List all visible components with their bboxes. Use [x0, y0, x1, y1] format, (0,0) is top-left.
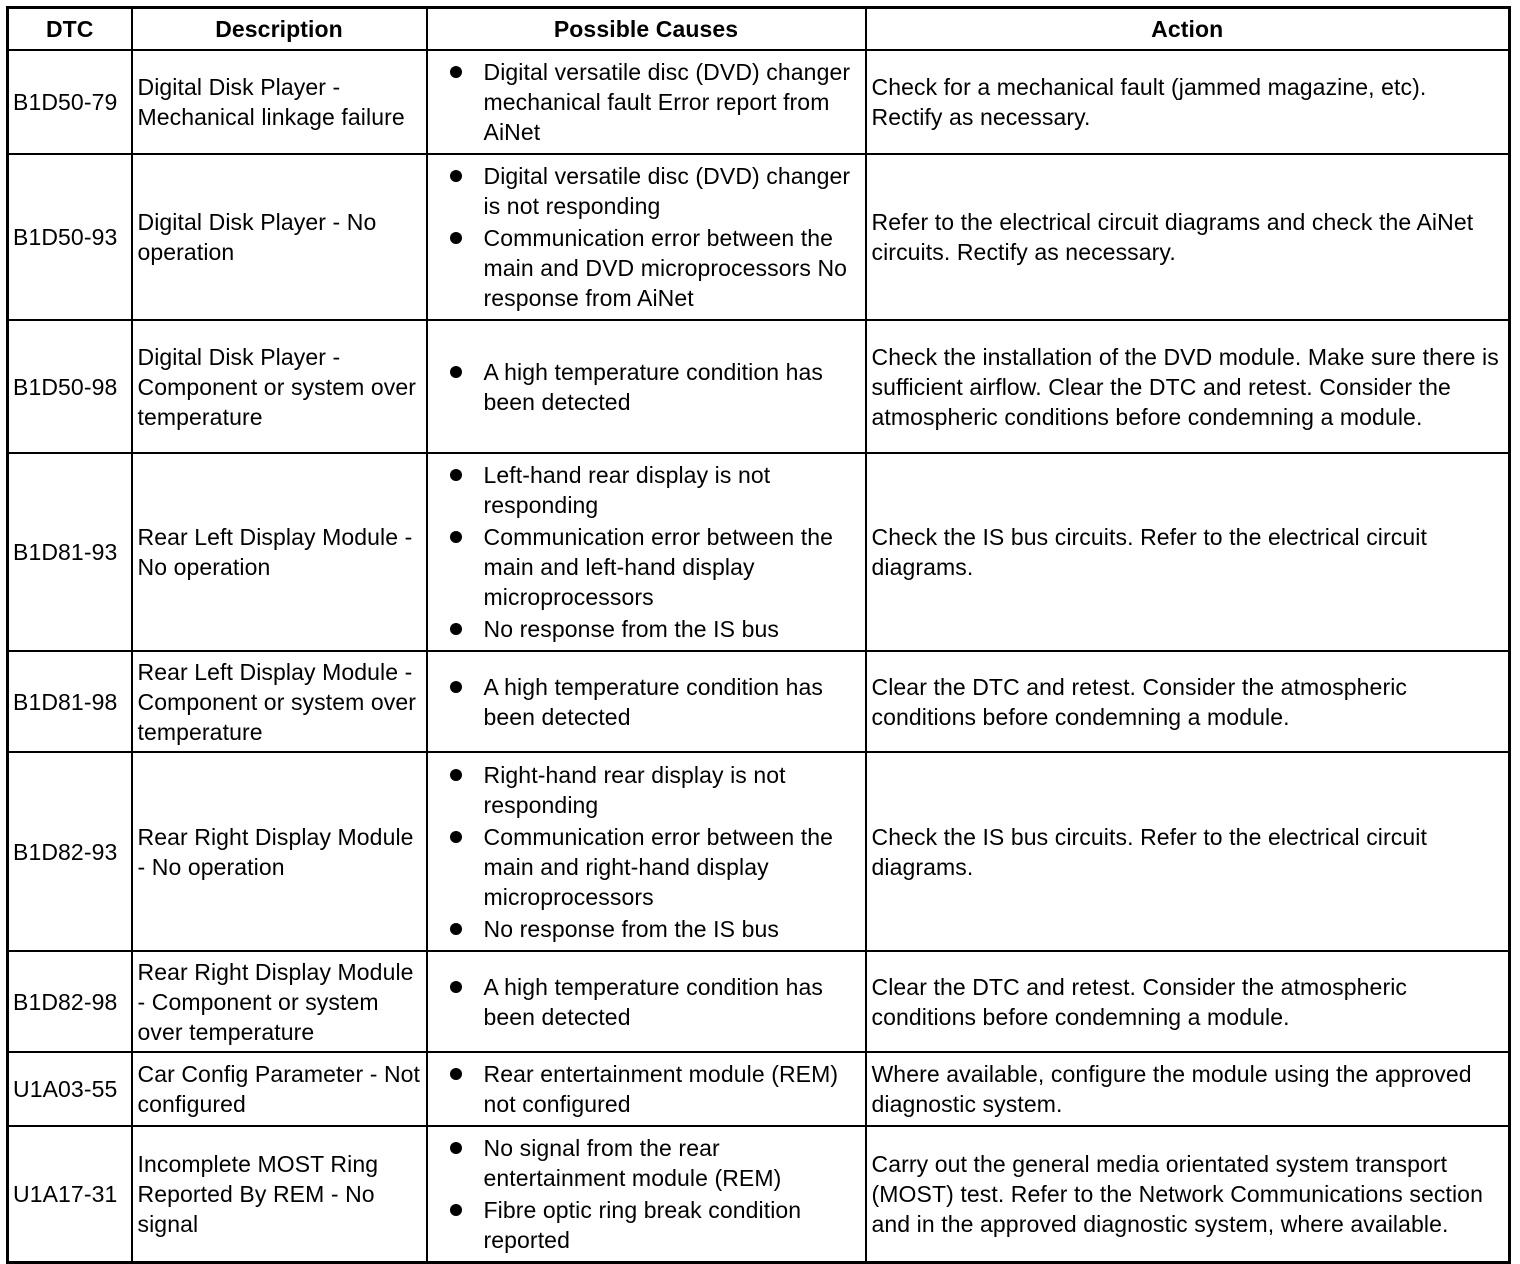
cause-text: A high temperature condition has been detected: [483, 673, 823, 730]
possible-causes-list: [444, 672, 861, 732]
dtc-code: B1D82-98: [8, 951, 132, 1052]
possible-causes-list: [444, 357, 861, 417]
action-text: Carry out the general media orientated system transport (MOST) test. Refer to the Network Communications section and in the approved diagnostic system, where available.: [866, 1126, 1510, 1263]
action-text: Clear the DTC and retest. Consider the atmospheric conditions before condemning a module.: [866, 951, 1510, 1052]
possible-causes-list: [444, 161, 861, 313]
dtc-code: B1D50-93: [8, 154, 132, 320]
table-row: [8, 453, 1510, 651]
cause-text: Left-hand rear display is not responding: [483, 462, 771, 518]
header-dtc: DTC: [8, 8, 132, 51]
dtc-description: Car Config Parameter - Not configured: [132, 1052, 427, 1126]
possible-causes-cell: [427, 1052, 866, 1126]
list-item: [444, 1195, 861, 1255]
header-possible-causes: Possible Causes: [427, 8, 866, 51]
list-item: [444, 972, 861, 1032]
bullet-icon: [450, 170, 462, 182]
list-item: [444, 1133, 861, 1193]
bullet-icon: [450, 469, 462, 481]
dtc-table: [6, 6, 1511, 1264]
action-text: Check the IS bus circuits. Refer to the electrical circuit diagrams.: [866, 752, 1510, 951]
dtc-code: B1D50-79: [8, 50, 132, 154]
cause-text: Rear entertainment module (REM) not configured: [483, 1061, 839, 1117]
list-item: [444, 223, 861, 313]
dtc-code: B1D82-93: [8, 752, 132, 951]
action-text: Check the installation of the DVD module. Make sure there is sufficient airflow. Clear the DTC and retest. Consider the atmospheric conditions before condemning a module.: [866, 320, 1510, 453]
cause-text: A high temperature condition has been detected: [483, 358, 823, 415]
dtc-description: Rear Left Display Module - Component or system over temperature: [132, 651, 427, 752]
list-item: [444, 1059, 861, 1119]
cause-text: No signal from the rear entertainment module (REM): [483, 1135, 782, 1191]
dtc-code: U1A03-55: [8, 1052, 132, 1126]
action-text: Check the IS bus circuits. Refer to the electrical circuit diagrams.: [866, 453, 1510, 651]
possible-causes-cell: [427, 154, 866, 320]
cause-text: Right-hand rear display is not responding: [483, 761, 786, 818]
bullet-icon: [450, 681, 462, 693]
cause-text: Fibre optic ring break condition reported: [483, 1197, 802, 1253]
bullet-icon: [450, 366, 462, 378]
cause-text: No response from the IS bus: [483, 616, 779, 642]
table-header: [8, 8, 1510, 51]
action-text: Where available, configure the module using the approved diagnostic system.: [866, 1052, 1510, 1126]
possible-causes-list: [444, 1059, 861, 1119]
table-row: [8, 1052, 1510, 1126]
possible-causes-cell: [427, 320, 866, 453]
cause-text: Communication error between the main and right-hand display microprocessors: [483, 823, 834, 910]
table-body: [8, 50, 1510, 1263]
possible-causes-list: [444, 460, 861, 644]
bullet-icon: [450, 1068, 462, 1080]
possible-causes-list: [444, 760, 861, 944]
bullet-icon: [450, 531, 462, 543]
list-item: [444, 57, 861, 147]
list-item: [444, 672, 861, 732]
dtc-description: Rear Left Display Module - No operation: [132, 453, 427, 651]
dtc-description: Digital Disk Player - Component or system over temperature: [132, 320, 427, 453]
bullet-icon: [450, 66, 462, 78]
dtc-description: Digital Disk Player - Mechanical linkage failure: [132, 50, 427, 154]
list-item: [444, 914, 861, 944]
possible-causes-cell: [427, 453, 866, 651]
table-row: [8, 951, 1510, 1052]
dtc-description: Rear Right Display Module - Component or system over temperature: [132, 951, 427, 1052]
list-item: [444, 522, 861, 612]
possible-causes-list: [444, 1133, 861, 1255]
cause-text: Communication error between the main and DVD microprocessors No response from AiNet: [483, 225, 848, 311]
dtc-description: Rear Right Display Module - No operation: [132, 752, 427, 951]
header-row: [8, 8, 1510, 51]
cause-text: Digital versatile disc (DVD) changer mechanical fault Error report from AiNet: [483, 59, 851, 145]
possible-causes-cell: [427, 50, 866, 154]
possible-causes-list: [444, 57, 861, 147]
list-item: [444, 822, 861, 912]
cause-text: Communication error between the main and left-hand display microprocessors: [483, 524, 834, 610]
dtc-code: U1A17-31: [8, 1126, 132, 1263]
header-description: Description: [132, 8, 427, 51]
possible-causes-list: [444, 972, 861, 1032]
list-item: [444, 161, 861, 221]
table-row: [8, 752, 1510, 951]
bullet-icon: [450, 232, 462, 244]
list-item: [444, 357, 861, 417]
list-item: [444, 460, 861, 520]
table-row: [8, 320, 1510, 453]
list-item: [444, 614, 861, 644]
dtc-description: Digital Disk Player - No operation: [132, 154, 427, 320]
bullet-icon: [450, 623, 462, 635]
table-row: [8, 1126, 1510, 1263]
dtc-code: B1D50-98: [8, 320, 132, 453]
possible-causes-cell: [427, 951, 866, 1052]
cause-text: No response from the IS bus: [483, 915, 779, 942]
dtc-description: Incomplete MOST Ring Reported By REM - No signal: [132, 1126, 427, 1263]
bullet-icon: [450, 1204, 462, 1216]
table-row: [8, 651, 1510, 752]
bullet-icon: [450, 981, 462, 993]
header-action: Action: [866, 8, 1510, 51]
bullet-icon: [450, 831, 462, 843]
bullet-icon: [450, 769, 462, 781]
cause-text: Digital versatile disc (DVD) changer is not responding: [483, 163, 851, 219]
bullet-icon: [450, 1142, 462, 1154]
dtc-code: B1D81-98: [8, 651, 132, 752]
cause-text: A high temperature condition has been detected: [483, 973, 823, 1030]
action-text: Check for a mechanical fault (jammed magazine, etc). Rectify as necessary.: [866, 50, 1510, 154]
action-text: Clear the DTC and retest. Consider the atmospheric conditions before condemning a module.: [866, 651, 1510, 752]
table-row: [8, 154, 1510, 320]
dtc-code: B1D81-93: [8, 453, 132, 651]
action-text: Refer to the electrical circuit diagrams and check the AiNet circuits. Rectify as necessary.: [866, 154, 1510, 320]
possible-causes-cell: [427, 1126, 866, 1263]
list-item: [444, 760, 861, 820]
table-row: [8, 50, 1510, 154]
possible-causes-cell: [427, 752, 866, 951]
possible-causes-cell: [427, 651, 866, 752]
bullet-icon: [450, 923, 462, 935]
